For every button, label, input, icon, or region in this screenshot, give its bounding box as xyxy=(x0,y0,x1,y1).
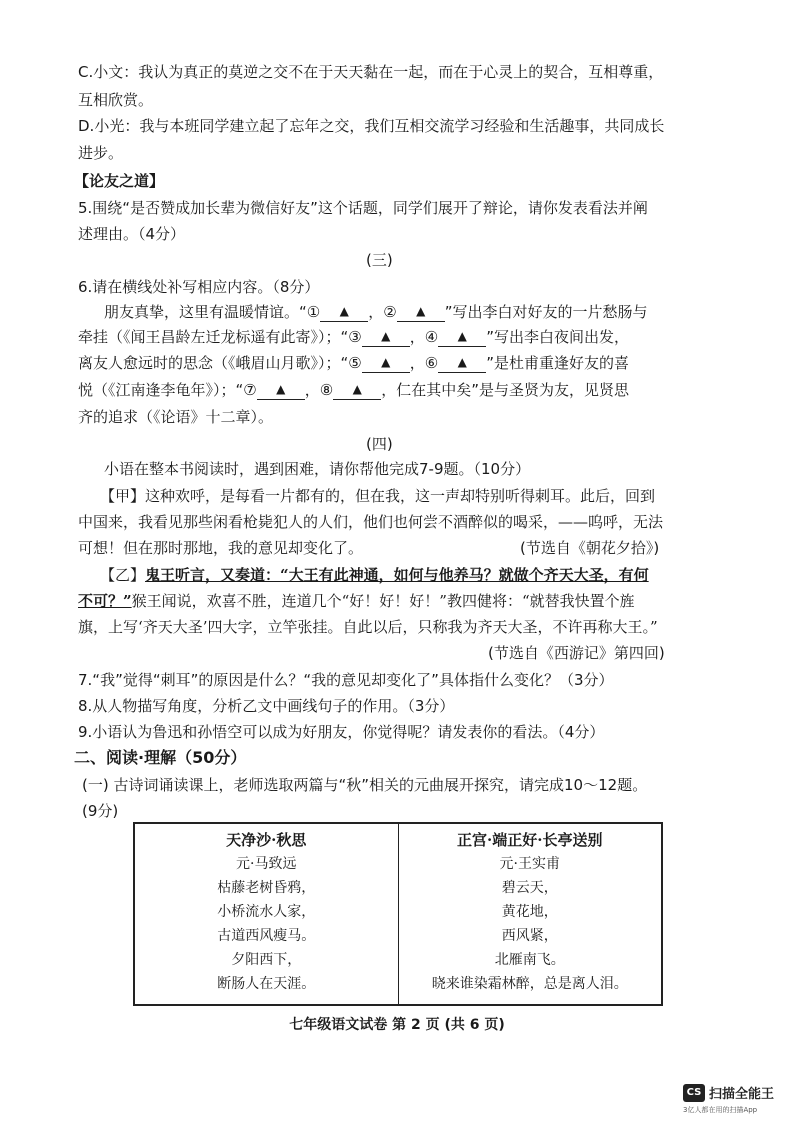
q6-line2: 牵挂（《闻王昌龄左迁龙标遥有此寄》）；“③ ▲ ，④ ▲ ”写出李白夜间出发， xyxy=(78,327,629,349)
poem-line: 夕阳西下， xyxy=(231,952,302,968)
passage-jia-source: (节选自《朝花夕拾》) xyxy=(520,539,660,557)
option-d-line1: D.小光：我与本班同学建立起了忘年之交，我们互相交流学习经验和生活趣事，共同成长 xyxy=(78,117,665,135)
poem-title: 天净沙·秋思 xyxy=(226,831,307,849)
poem-line: 北雁南飞。 xyxy=(494,952,565,968)
passage-yi-line3: 旗，上写‘齐天大圣’四大字，立竿张挂。自此以后，只称我为齐天大圣，不许再称大王。” xyxy=(78,618,658,636)
blank-3[interactable]: ▲ xyxy=(362,325,410,347)
part-3-heading: (三) xyxy=(366,251,393,269)
poem-left xyxy=(134,823,398,1005)
subsection-1-line1: (一) 古诗词诵读课上，老师选取两篇与“秋”相关的元曲展开探究，请完成10～12题。 xyxy=(82,776,648,794)
passage-jia-line3: 可想！但在那时那地，我的意见却变化了。 xyxy=(78,539,364,557)
poem-line: 枯藤老树昏鸦， xyxy=(217,880,316,896)
watermark-name: 扫描全能王 xyxy=(709,1087,775,1102)
poem-line: 古道西风瘦马。 xyxy=(217,928,316,944)
section-heading-friendship: 【论友之道】 xyxy=(74,172,165,190)
blank-7[interactable]: ▲ xyxy=(257,378,305,400)
passage-yi-line1: 【乙】鬼王听言，又奏道：“大王有此神通，如何与他养马？就做个齐天大圣，有何 xyxy=(100,566,649,584)
poem-table xyxy=(133,822,663,1006)
passage-yi-line2: 不可？”猴王闻说，欢喜不胜，连道几个“好！好！好！”教四健将：“就替我快置个旌 xyxy=(78,592,635,610)
q6-line1: 朋友真挚，这里有温暖情谊。“① ▲ ，② ▲ ”写出李白对好友的一片愁肠与 xyxy=(104,302,647,324)
question-8: 8.从人物描写角度，分析乙文中画线句子的作用。（3分） xyxy=(78,697,455,715)
watermark-tagline: 3亿人都在用的扫描App xyxy=(683,1106,758,1114)
part-4-heading: (四) xyxy=(366,435,393,453)
q6-line4: 悦（《江南逢李龟年》）；“⑦ ▲ ，⑧ ▲ ，仁在其中矣”是与圣贤为友，见贤思 xyxy=(78,380,629,402)
scanner-watermark xyxy=(683,1082,783,1118)
poem-line: 碧云天， xyxy=(501,880,558,896)
question-9: 9.小语认为鲁迅和孙悟空可以成为好朋友，你觉得呢？请发表你的看法。（4分） xyxy=(78,723,605,741)
option-c-line2: 互相欣赏。 xyxy=(78,91,154,109)
subsection-1-line2: (9分) xyxy=(82,802,119,820)
poem-line: 黄花地， xyxy=(501,904,558,920)
blank-8[interactable]: ▲ xyxy=(333,378,381,400)
poem-author: 元·王实甫 xyxy=(499,856,560,872)
blank-6[interactable]: ▲ xyxy=(438,351,486,373)
blank-2[interactable]: ▲ xyxy=(397,300,445,322)
passage-yi-source: (节选自《西游记》第四回) xyxy=(488,644,665,662)
poem-title: 正宫·端正好·长亭送别 xyxy=(457,831,603,849)
poem-line: 晓来谁染霜林醉，总是离人泪。 xyxy=(431,976,628,992)
poem-line: 西风紧， xyxy=(501,928,558,944)
poem-line: 小桥流水人家， xyxy=(217,904,316,920)
question-5-line1: 5.围绕“是否赞成加长辈为微信好友”这个话题，同学们展开了辩论，请你发表看法并阐 xyxy=(78,199,648,217)
section-2-heading: 二、阅读·理解（50分） xyxy=(74,748,247,767)
question-6: 6.请在横线处补写相应内容。（8分） xyxy=(78,278,320,296)
question-5-line2: 述理由。（4分） xyxy=(78,225,186,243)
q6-line3: 离友人愈远时的思念（《峨眉山月歌》）；“⑤ ▲ ，⑥ ▲ ”是杜甫重逢好友的喜 xyxy=(78,353,629,375)
part-4-intro: 小语在整本书阅读时，遇到困难，请你帮他完成7-9题。（10分） xyxy=(104,460,531,478)
page-footer: 七年级语文试卷 第 2 页 (共 6 页) xyxy=(289,1017,505,1033)
blank-4[interactable]: ▲ xyxy=(438,325,486,347)
blank-5[interactable]: ▲ xyxy=(362,351,410,373)
poem-right xyxy=(398,823,662,1005)
cs-logo-icon: CS xyxy=(683,1084,705,1102)
poem-author: 元·马致远 xyxy=(236,856,297,872)
question-7: 7.“我”觉得“刺耳”的原因是什么？“我的意见却变化了”具体指什么变化？（3分） xyxy=(78,671,614,689)
underlined-sentence: 鬼王听言，又奏道：“大王有此神通，如何与他养马？就做个齐天大圣，有何 xyxy=(145,566,649,584)
q6-line5: 齐的追求（《论语》十二章）。 xyxy=(78,408,274,426)
poem-line: 断肠人在天涯。 xyxy=(217,976,316,992)
underlined-sentence-end: 不可？” xyxy=(78,592,132,610)
option-c-line1: C.小文：我认为真正的莫逆之交不在于天天黏在一起，而在于心灵上的契合，互相尊重， xyxy=(78,63,664,81)
blank-1[interactable]: ▲ xyxy=(320,300,368,322)
passage-jia-line1: 【甲】这种欢呼，是每看一片都有的，但在我，这一声却特别听得刺耳。此后，回到 xyxy=(100,487,656,505)
passage-jia-line2: 中国来，我看见那些闲看枪毙犯人的人们，他们也何尝不酒醉似的喝采，——呜呼，无法 xyxy=(78,513,664,531)
option-d-line2: 进步。 xyxy=(78,144,124,162)
